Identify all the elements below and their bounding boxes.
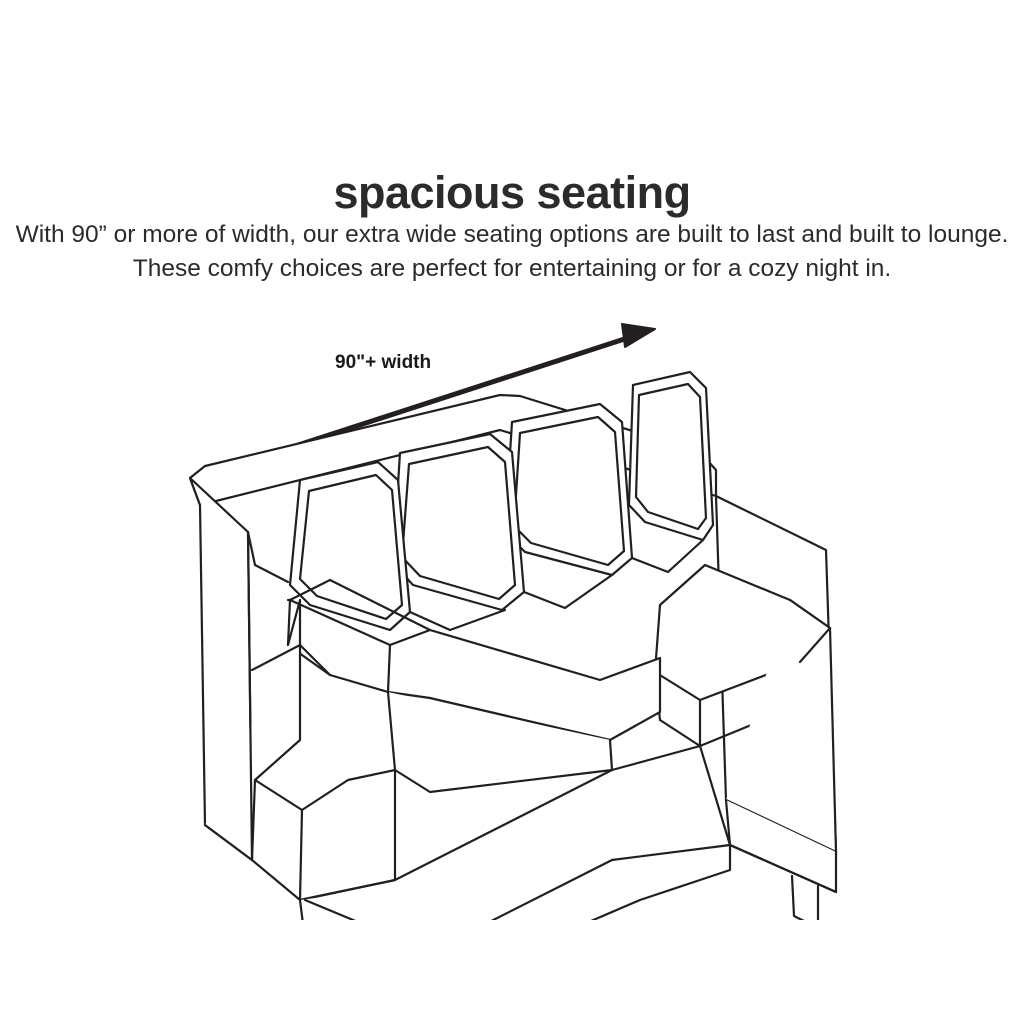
back-inner-ledge-3 xyxy=(524,575,612,608)
sofa-diagram xyxy=(0,300,1024,920)
page-description xyxy=(0,218,1024,286)
back-inner-ledge xyxy=(248,532,288,582)
arm-left-front-line xyxy=(255,780,302,810)
back-inner-ledge-4 xyxy=(632,540,703,572)
description-line-1: With 90” or more of width, our extra wide seating options are built to last and built to lounge. xyxy=(15,221,1009,248)
arm-left-front xyxy=(252,770,395,900)
description-line-2: These comfy choices are perfect for entertaining or for a cozy night in. xyxy=(132,254,892,282)
sofa-svg xyxy=(0,300,1024,920)
arrow-head-right xyxy=(622,324,655,347)
page-title: spacious seating xyxy=(333,167,691,219)
width-dimension-label: 90"+ width xyxy=(335,352,432,373)
back-cushion-small-left xyxy=(290,462,410,630)
